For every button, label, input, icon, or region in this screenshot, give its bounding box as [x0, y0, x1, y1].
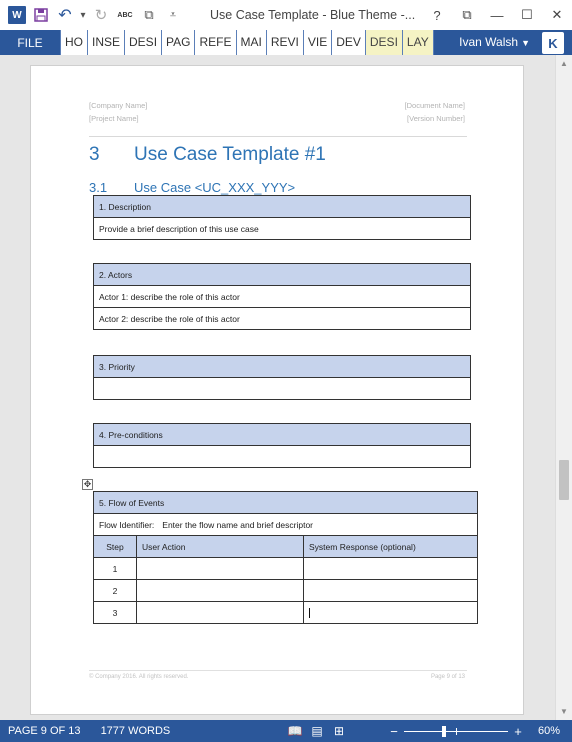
page-count[interactable]: PAGE 9 OF 13 [8, 725, 81, 737]
system-response-cell[interactable] [304, 558, 478, 580]
zoom-out-icon[interactable]: − [390, 723, 398, 739]
tab-file[interactable]: FILE [0, 30, 60, 55]
tab-mailings[interactable]: MAI [237, 30, 267, 55]
new-document-icon[interactable]: ⧉ [144, 7, 154, 22]
description-header[interactable]: 1. Description [94, 196, 471, 218]
heading-1-number: 3 [89, 144, 100, 165]
priority-body[interactable] [94, 378, 471, 400]
close-icon[interactable]: ✕ [551, 7, 563, 22]
status-bar [0, 720, 572, 742]
scroll-down-icon[interactable]: ▼ [560, 707, 568, 716]
user-action-cell[interactable] [137, 602, 304, 624]
user-action-cell[interactable] [137, 580, 304, 602]
scrollbar-thumb[interactable] [559, 460, 569, 500]
user-account[interactable] [459, 30, 530, 55]
header-version: [Version Number] [407, 114, 465, 123]
print-layout-icon[interactable]: ▤ [311, 724, 323, 738]
window-title: Use Case Template - Blue Theme -... [210, 8, 416, 22]
undo-dropdown-icon[interactable]: ▾ [80, 9, 86, 21]
header-project: [Project Name] [89, 114, 139, 123]
read-mode-icon[interactable]: 📖 [287, 724, 303, 738]
tab-list [60, 30, 434, 55]
table-row [94, 580, 478, 602]
ribbon-display-options-icon[interactable]: ⧉ [462, 7, 472, 22]
flow-header[interactable]: 5. Flow of Events [94, 492, 478, 514]
tab-developer[interactable]: DEV [332, 30, 366, 55]
zoom-track[interactable] [404, 731, 508, 732]
quick-access-toolbar [0, 0, 186, 30]
scroll-up-icon[interactable]: ▲ [560, 59, 568, 68]
footer-copyright: © Company 2016. All rights reserved. [89, 674, 189, 680]
tab-page-layout[interactable]: PAG [162, 30, 195, 55]
tab-table-layout[interactable]: LAY [403, 30, 434, 55]
user-action-cell[interactable] [137, 558, 304, 580]
flow-identifier-label: Flow Identifier: [99, 519, 155, 530]
table-row [94, 602, 478, 624]
heading-2[interactable] [89, 180, 295, 195]
preconditions-header[interactable]: 4. Pre-conditions [94, 424, 471, 446]
header-company: [Company Name] [89, 101, 148, 110]
system-response-cell[interactable] [304, 602, 478, 624]
zoom-knob[interactable] [442, 726, 446, 737]
tab-home[interactable]: HO [60, 30, 88, 55]
footer-page-number: Page 9 of 13 [430, 674, 465, 680]
flow-identifier-row[interactable] [94, 514, 478, 536]
actors-header[interactable]: 2. Actors [94, 264, 471, 286]
zoom-level[interactable]: 60% [537, 725, 560, 737]
actor-row[interactable]: Actor 2: describe the role of this actor [94, 308, 471, 330]
table-move-handle-icon[interactable]: ✥ [83, 479, 92, 489]
priority-header[interactable]: 3. Priority [94, 356, 471, 378]
system-response-cell[interactable] [304, 580, 478, 602]
tab-review[interactable]: REVI [267, 30, 304, 55]
document-area [0, 55, 555, 720]
zoom-in-icon[interactable]: + [514, 723, 522, 739]
zoom-slider[interactable] [388, 720, 524, 742]
web-layout-icon[interactable]: ⊞ [333, 724, 345, 738]
zoom-100-mark [456, 728, 457, 735]
table-row [94, 558, 478, 580]
tab-table-design[interactable]: DESI [366, 30, 403, 55]
vertical-scrollbar[interactable] [555, 55, 572, 720]
avatar[interactable]: K [542, 32, 564, 54]
undo-icon[interactable]: ↶ [58, 7, 72, 24]
maximize-icon[interactable]: ☐ [521, 7, 533, 22]
user-name: Ivan Walsh [459, 35, 519, 49]
window-controls [422, 0, 572, 30]
heading-2-number: 3.1 [89, 180, 108, 195]
actors-table [93, 263, 471, 330]
flow-of-events-table [93, 491, 478, 624]
footer-divider [89, 670, 467, 671]
view-buttons [284, 720, 350, 742]
header-document-name: [Document Name] [404, 101, 465, 110]
title-bar [0, 0, 572, 30]
tab-references[interactable]: REFE [195, 30, 236, 55]
spelling-icon[interactable]: ABC [117, 11, 133, 19]
word-count[interactable]: 1777 WORDS [100, 725, 171, 737]
heading-1[interactable] [89, 144, 326, 166]
help-icon[interactable]: ? [433, 7, 441, 23]
minimize-icon[interactable]: — [490, 7, 504, 23]
flow-identifier-value: Enter the flow name and brief descriptor [162, 519, 313, 530]
column-header-step[interactable]: Step [94, 536, 137, 558]
description-table [93, 195, 471, 240]
document-page[interactable] [30, 65, 524, 715]
actor-row[interactable]: Actor 1: describe the role of this actor [94, 286, 471, 308]
chevron-down-icon: ▼ [521, 38, 530, 48]
word-logo-icon[interactable]: W [6, 4, 28, 26]
description-body[interactable]: Provide a brief description of this use case [94, 218, 471, 240]
customize-qat-icon[interactable]: ⩡ [169, 8, 177, 21]
heading-1-text: Use Case Template #1 [134, 144, 326, 165]
preconditions-table [93, 423, 471, 468]
step-number[interactable]: 1 [94, 558, 137, 580]
priority-table [93, 355, 471, 400]
header-divider [89, 136, 467, 137]
tab-insert[interactable]: INSE [88, 30, 125, 55]
column-header-user-action[interactable]: User Action [137, 536, 304, 558]
step-number[interactable]: 2 [94, 580, 137, 602]
preconditions-body[interactable] [94, 446, 471, 468]
redo-icon[interactable]: ↻ [94, 7, 108, 24]
text-cursor [309, 608, 310, 618]
column-header-system-response[interactable]: System Response (optional) [304, 536, 478, 558]
save-icon[interactable] [30, 4, 52, 26]
tab-view[interactable]: VIE [304, 30, 332, 55]
tab-design[interactable]: DESI [125, 30, 162, 55]
heading-2-text: Use Case <UC_XXX_YYY> [134, 180, 296, 195]
step-number[interactable]: 3 [94, 602, 137, 624]
